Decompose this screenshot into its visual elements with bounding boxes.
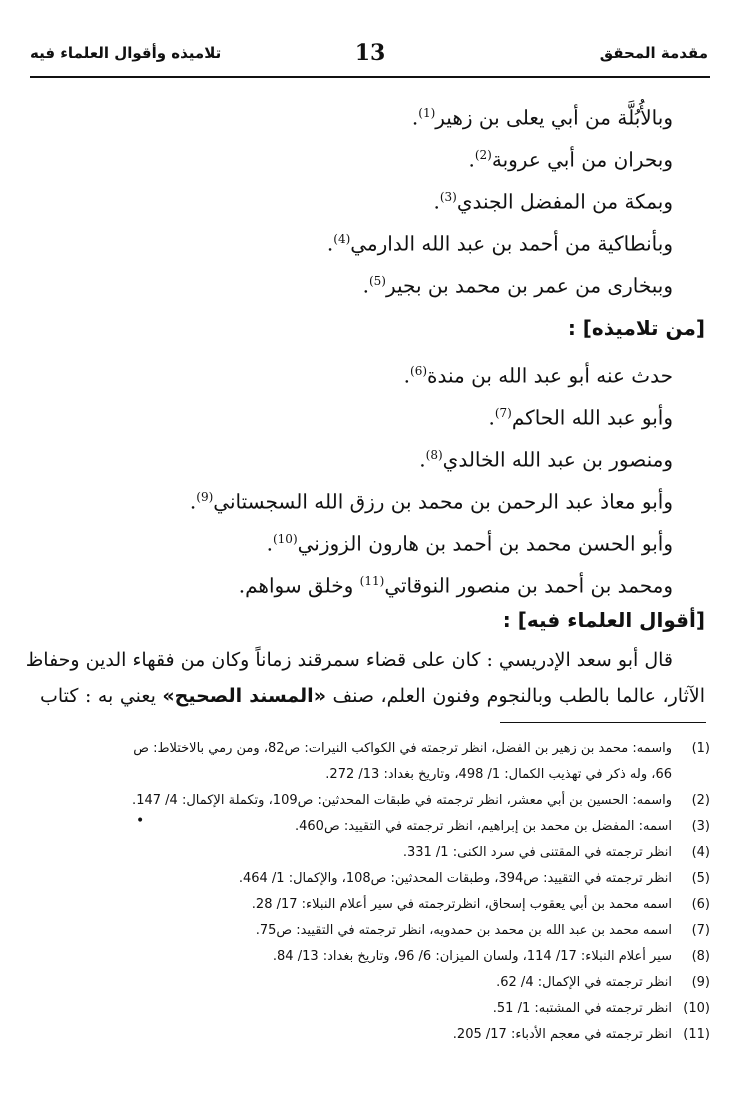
book-title: «المسند الصحيح» (162, 685, 326, 707)
text-line: وأبو الحسن محمد بن أحمد بن هارون الزوزني$^{(10)}$. (266, 531, 673, 556)
text-line: حدث عنه أبو عبد الله بن مندة$^{(6)}$. (403, 363, 673, 388)
footnote-continuation: 66، وله ذكر في تهذيب الكمال: 1/ 498، وتاريخ بغداد: 13/ 272. (325, 767, 672, 782)
header-left-title: تلاميذه وأقوال العلماء فيه (30, 44, 222, 62)
footnote-separator (500, 722, 706, 723)
shuyukh-list (40, 92, 705, 302)
footnote: (5) انظر ترجمته في التقييد: ص394، وطبقات المحدثين: ص108، والإكمال: 1/ 464. (238, 871, 710, 886)
footnote: (11) انظر ترجمته في معجم الأدباء: 17/ 205. (452, 1027, 710, 1042)
footnote: (2) واسمه: الحسين بن أبي معشر، انظر ترجمته في طبقات المحدثين: ص109، وتكملة الإكمال: 4/ 147. (132, 793, 710, 808)
header-right-title: مقدمة المحقق (599, 44, 708, 62)
footnote: (10) انظر ترجمته في المشتبه: 1/ 51. (492, 1001, 710, 1016)
text-line: وبأنطاكية من أحمد بن عبد الله الدارمي$^{(4)}$. (326, 231, 673, 256)
ink-dot: • (136, 813, 145, 829)
page-number: 13 (354, 40, 386, 66)
text-line: وبمكة من المفضل الجندي$^{(3)}$. (433, 189, 673, 214)
text-line: وأبو عبد الله الحاكم$^{(7)}$. (488, 405, 673, 430)
footnote: (9) انظر ترجمته في الإكمال: 4/ 62. (496, 975, 710, 990)
text-line: وبالأُبُلَّة من أبي يعلى بن زهير$^{(1)}$. (411, 105, 673, 130)
text-line: وبحران من أبي عروبة$^{(2)}$. (468, 147, 673, 172)
footnote: (1) واسمه: محمد بن زهير بن الفضل، انظر ترجمته في الكواكب النيرات: ص82، ومن رمي بالاختلاط: ص (133, 741, 710, 756)
footnote: (7) اسمه محمد بن عبد الله بن محمد بن حمدويه، انظر ترجمته في التقييد: ص75. (255, 923, 710, 938)
text-line: وببخارى من عمر بن محمد بن بجير$^{(5)}$. (362, 273, 673, 298)
footnotes (36, 736, 710, 1048)
footnote: (6) اسمه محمد بن أبي يعقوب إسحاق، انظرترجمته في سير أعلام النبلاء: 17/ 28. (251, 897, 710, 912)
paragraph-line: قال أبو سعد الإدريسي : كان على قضاء سمرقند زماناً وكان من فقهاء الدين وحفاظ (25, 649, 673, 671)
students-section (40, 306, 705, 602)
footnote: (3) اسمه: المفضل بن محمد بن إبراهيم، انظر ترجمته في التقييد: ص460. (295, 819, 710, 834)
page-header (30, 40, 710, 78)
paragraph-line: الآثار، عالما بالطب وبالنجوم وفنون العلم، صنف «المسند الصحيح» يعني به : كتاب (40, 685, 706, 707)
text-line: ومحمد بن أحمد بن منصور النوقاتي$^{(11)}$ وخلق سواهم. (238, 573, 673, 598)
scholars-section (25, 598, 706, 714)
students-heading: [من تلاميذه] : (567, 316, 705, 340)
text-line: ومنصور بن عبد الله الخالدي$^{(8)}$. (419, 447, 673, 472)
text-line: وأبو معاذ عبد الرحمن بن محمد بن رزق الله السجستاني$^{(9)}$. (189, 489, 673, 514)
scholars-heading: [أقوال العلماء فيه] : (502, 608, 705, 632)
footnote: (4) انظر ترجمته في المقتنى في سرد الكنى: 1/ 331. (402, 845, 710, 860)
footnote: (8) سير أعلام النبلاء: 17/ 114، ولسان الميزان: 6/ 96، وتاريخ بغداد: 13/ 84. (272, 949, 710, 964)
